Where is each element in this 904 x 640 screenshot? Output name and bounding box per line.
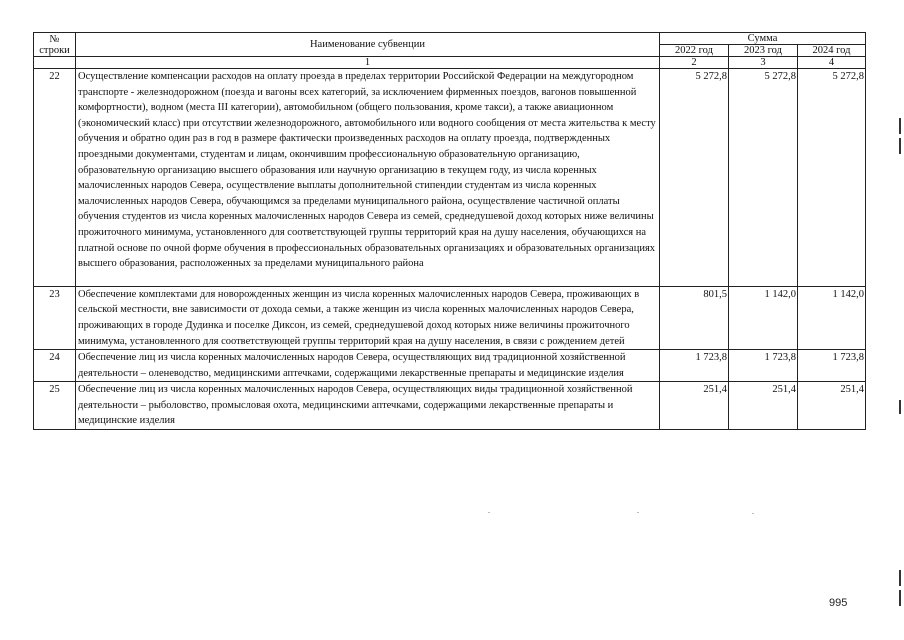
scan-edge-mark <box>899 570 901 586</box>
column-index-1: 1 <box>76 57 660 69</box>
amount-2022: 801,5 <box>660 286 729 349</box>
year-2024-header: 2024 год <box>798 45 866 57</box>
column-index-2: 2 <box>660 57 729 69</box>
row-number: 22 <box>34 69 76 287</box>
scan-edge-mark <box>899 400 901 414</box>
scan-speck <box>637 512 639 513</box>
row-number-header <box>34 33 76 57</box>
scan-edge-mark <box>899 590 901 606</box>
amount-2022: 5 272,8 <box>660 69 729 287</box>
amount-2023: 1 142,0 <box>729 286 798 349</box>
amount-2024: 1 142,0 <box>798 286 866 349</box>
page-number: 995 <box>829 597 848 609</box>
amount-2024: 251,4 <box>798 382 866 430</box>
amount-2023: 1 723,8 <box>729 350 798 382</box>
row-number: 23 <box>34 286 76 349</box>
year-2023-header: 2023 год <box>729 45 798 57</box>
subvention-table <box>33 32 866 430</box>
scan-edge-mark <box>899 118 901 134</box>
amount-2022: 251,4 <box>660 382 729 430</box>
column-index-3: 3 <box>729 57 798 69</box>
scan-edge-mark <box>899 138 901 154</box>
amount-2023: 251,4 <box>729 382 798 430</box>
table-row <box>34 69 866 287</box>
scan-speck <box>488 512 490 513</box>
subvention-name-header: Наименование субвенции <box>76 33 660 57</box>
amount-2024: 5 272,8 <box>798 69 866 287</box>
amount-2023: 5 272,8 <box>729 69 798 287</box>
subvention-table-page <box>33 32 865 430</box>
table-row <box>34 382 866 430</box>
table-row <box>34 350 866 382</box>
column-index-row <box>34 57 866 69</box>
year-2022-header: 2022 год <box>660 45 729 57</box>
amount-2022: 1 723,8 <box>660 350 729 382</box>
subvention-description <box>76 69 660 287</box>
subvention-description: Обеспечение лиц из числа коренных малочисленных народов Севера, осуществляющих виды традиционной хозяйственной деятельности – рыболовство, промысловая охота, медицинскими аптечками, содержащими лекарственные препараты и медицинские изделия <box>76 382 660 430</box>
sum-header: Сумма <box>660 33 866 45</box>
subvention-description: Обеспечение комплектами для новорожденных женщин из числа коренных малочисленных народов Севера, проживающих в сельской местности, вне зависимости от дохода семьи, а также женщин из числа коренных малочисленных народов Севера, проживающих в городе Дудинка и поселке Диксон, из семей, среднедушевой доход которых ниже величины прожиточного минимума, установленного для соответствующей группы территорий края на душу населения, в связи с рождением детей <box>76 286 660 349</box>
table-row <box>34 286 866 349</box>
row-number-header-line1: № <box>49 33 60 45</box>
column-index-4: 4 <box>798 57 866 69</box>
row-number: 24 <box>34 350 76 382</box>
scan-speck <box>752 513 754 514</box>
subvention-description: Обеспечение лиц из числа коренных малочисленных народов Севера, осуществляющих вид традиционной хозяйственной деятельности – оленеводство, медицинскими аптечками, содержащими лекарственные препараты и медицинские изделия <box>76 350 660 382</box>
column-index-empty <box>34 57 76 69</box>
amount-2024: 1 723,8 <box>798 350 866 382</box>
row-number: 25 <box>34 382 76 430</box>
row-number-header-line2: строки <box>39 44 70 56</box>
subvention-description-text: Осуществление компенсации расходов на оплату проезда в пределах территории Российской Федерации на междугородном транспорте - железнодорожном (поезда и вагоны всех категорий, за исключением фирменных поездов, вагонов повышенной комфортности), водном (места III категории), автомобильном (общего пользования, кроме такси), а также авиационном (экономический класс) при отсутствии железнодорожного, автомобильного или водного сообщения от места жительства к месту обучения и обратно один раз в год в размере фактически произведенных расходов на оплату проезда, подтвержденных проездными документами, студентам и лицам, окончившим профессиональную образовательную организацию, образовательную организацию высшего образования или научную организацию в текущем году, из числа коренных малочисленных народов Севера, осуществление выплаты дополнительной стипендии студентам из числа коренных малочисленных народов Севера, обучающимся за пределами муниципального района, осуществление частичной оплаты обучения студентов из числа коренных малочисленных народов Севера из семей, среднедушевой доход которых ниже величины прожиточного минимума, установленного для соответствующей группы территорий края на душу населения, обучающихся на платной основе по очной форме обучения в профессиональных образовательных организациях и образовательных организациях высшего образования, расположенных за пределами муниципального района <box>78 71 656 270</box>
